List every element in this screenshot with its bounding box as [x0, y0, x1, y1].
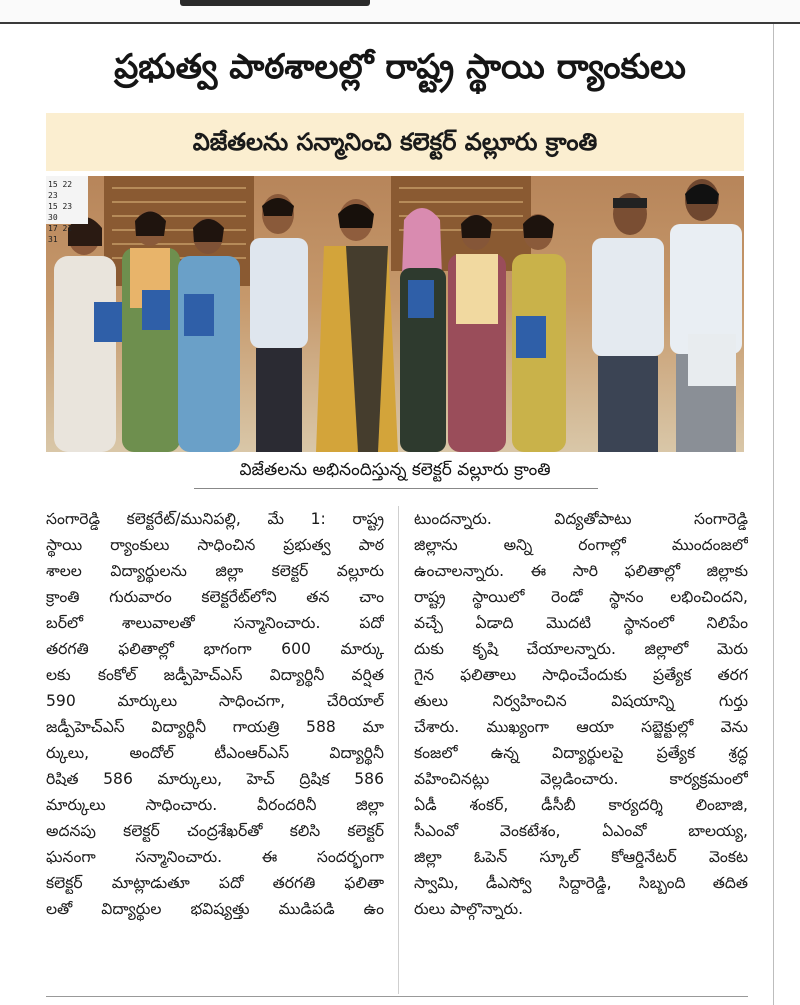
caption-underline [194, 488, 598, 489]
masthead-cut [180, 0, 370, 6]
body-line: ఘనంగా సన్మానించారు. ఈ సందర్భంగా [46, 848, 384, 866]
body-line: బర్‌లో శాలువాలతో సన్మానించారు. పదో [46, 614, 384, 632]
body-line: సంగారెడ్డి కలెక్టరేట్/మునిపల్లి, మే 1: రాష్ట్ర [46, 510, 384, 528]
body-line: కలెక్టర్ మాట్లాడుతూ పదో తరగతి ఫలితా [46, 874, 384, 892]
person-6 [400, 208, 446, 452]
headline: ప్రభుత్వ పాఠశాలల్లో రాష్ట్ర స్థాయి ర్యాంకులు [114, 47, 686, 87]
news-photo [46, 176, 744, 452]
body-line: ర్కులు, అందోల్ టీఎంఆర్ఎస్ విద్యార్థినీ [46, 744, 384, 762]
body-line: అదనపు కలెక్టర్ చంద్రశేఖర్‌తో కలిసి కలెక్టర్ [46, 822, 384, 840]
photo-caption: విజేతలను అభినందిస్తున్న కలెక్టర్ వల్లూరు క్రాంతి [239, 460, 551, 480]
subheadline: విజేతలను సన్మానించి కలెక్టర్ వల్లూరు క్రాంతి [46, 113, 744, 171]
photo-illustration [46, 176, 744, 452]
body-line: స్థాయి ర్యాంకులు సాధించిన ప్రభుత్వ పాఠ [46, 536, 384, 554]
column-border [773, 24, 774, 1005]
body-line: లతో విద్యార్థుల భవిష్యత్తు ముడిపడి ఉం [46, 900, 384, 918]
article-column-right [414, 506, 748, 1000]
top-rule [0, 22, 800, 24]
body-line: జిల్లాను అన్ని రంగాల్లో ముందంజలో [414, 536, 748, 554]
body-line: జడ్పీహెచ్ఎస్ విద్యార్థినీ గాయత్రి 588 మా [46, 718, 384, 736]
body-line: రాష్ట్ర స్థాయిలో రెండో స్థానం లభించిందని, [414, 588, 748, 606]
body-line: తరగతి ఫలితాల్లో భాగంగా 600 మార్కు [46, 640, 384, 658]
body-line: తులు నిర్వహించిన విషయాన్ని గుర్తు [414, 692, 748, 710]
body-line: టుందన్నారు. విద్యతోపాటు సంగారెడ్డి [414, 510, 748, 528]
body-line: శాలల విద్యార్థులను జిల్లా కలెక్టర్ వల్లూరు [46, 562, 384, 580]
body-line: లకు కంకోల్ జడ్పీహెచ్ఎస్ విద్యార్థినీ వర్షిత [46, 666, 384, 684]
body-line: జిల్లా ఓపెన్ స్కూల్ కోఆర్డినేటర్ వెంకట [414, 848, 748, 866]
column-divider [398, 506, 399, 994]
body-line: వచ్చే ఏడాది మొదటి స్థానంలో నిలిపేం [414, 614, 748, 632]
body-line: ఉంచాలన్నారు. ఈ సారి ఫలితాల్లో జిల్లాకు [414, 562, 748, 580]
body-line: సీఎంవో వెంకటేశం, ఏఎంవో బాలయ్య, [414, 822, 748, 840]
body-line: స్వామి, డీఎస్వో సిద్దారెడ్డి, సిబ్బంది తదిత [414, 874, 748, 892]
masthead-strip [0, 0, 800, 22]
calendar-line: 15 23 30 [48, 202, 73, 222]
body-line: వహించినట్లు వెల్లడించారు. కార్యక్రమంలో [414, 770, 748, 788]
body-line: మార్కులు సాధించారు. వీరందరినీ జిల్లా [46, 796, 384, 814]
person-9-official [592, 193, 664, 452]
bottom-rule [46, 996, 748, 997]
body-line-last: రులు పాల్గొన్నారు. [414, 900, 524, 918]
person-5-collector [316, 199, 398, 452]
body-line: క్రాంతి గురువారం కలెక్టరేట్‌లోని తన చాం [46, 588, 384, 606]
person-4-official [250, 194, 308, 452]
person-10-official [670, 179, 742, 452]
body-line: చేశారు. ముఖ్యంగా ఆయా సబ్జెక్టుల్లో వెను [414, 718, 748, 736]
body-line: గైన ఫలితాలు సాధించేందుకు ప్రత్యేక తరగ [414, 666, 748, 684]
body-line: 590 మార్కులు సాధించగా, చేరియాల్ [46, 692, 384, 710]
calendar-line: 17 21 31 [48, 224, 73, 244]
calendar-line: 15 22 23 [48, 180, 73, 200]
body-line: కంజలో ఉన్న విద్యార్థులపై ప్రత్యేక శ్రద్ధ [414, 744, 748, 762]
article-column-left [46, 506, 384, 1000]
body-line: దుకు కృషి చేయాలన్నారు. జిల్లాలో మెరు [414, 640, 748, 658]
body-line: రిషిత 586 మార్కులు, హెచ్ ద్రిషిక 586 [46, 770, 384, 788]
wall-calendar [46, 176, 88, 244]
body-line: ఏడీ శంకర్, డీసీబీ కార్యదర్శి లింబాజి, [414, 796, 748, 814]
